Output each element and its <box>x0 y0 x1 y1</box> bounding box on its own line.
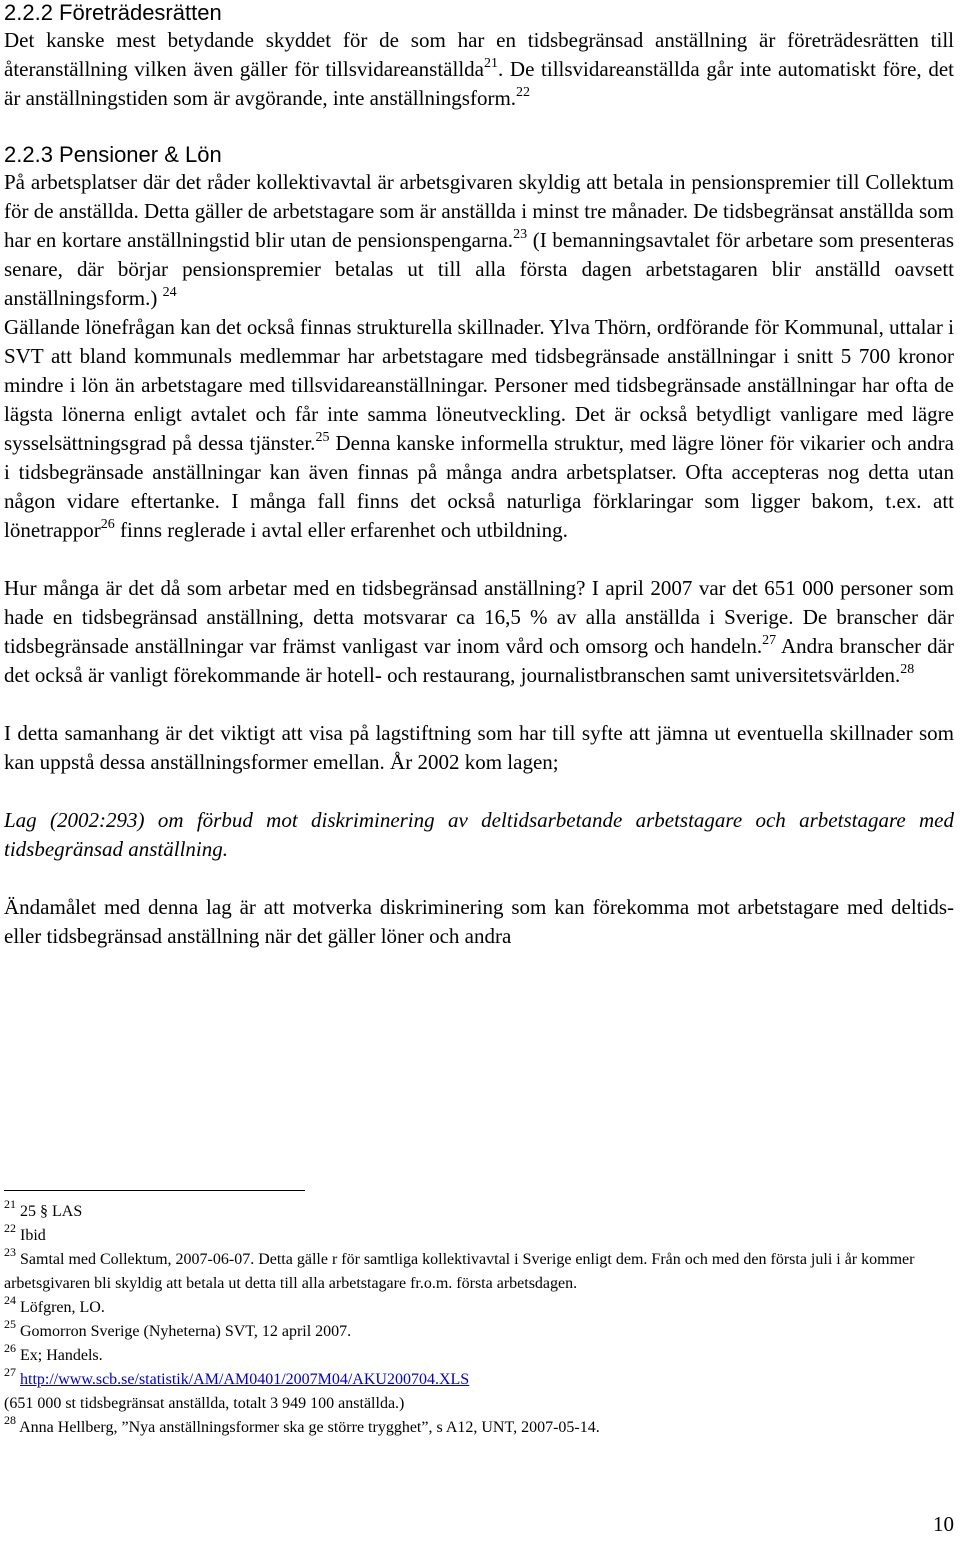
footnote-26 <box>4 1340 939 1368</box>
footnote-text: Löfgren, LO. <box>16 1299 105 1316</box>
footnote-number: 26 <box>4 1340 16 1355</box>
footnote-ref-26: 26 <box>100 517 115 532</box>
footnote-text: Gomorron Sverige (Nyheterna) SVT, 12 april 2007. <box>16 1323 352 1340</box>
paragraph-text: Denna kanske informella struktur, med lägre löner för vikarier och andra i tidsbegränsade anställningar kan även finnas på många andra arbetsplatser. Ofta accepteras nog detta utan någon vidare eftertanke. I många fall finns det också naturliga förklaringar som ligger bakom, t.ex. att lönetrappor <box>4 431 954 542</box>
footnote-ref-22: 22 <box>516 85 531 100</box>
page-number: 10 <box>933 1512 954 1536</box>
paragraph-statistics <box>4 574 954 690</box>
footnote-text: 25 § LAS <box>16 1203 83 1220</box>
footnote-link-scb[interactable]: http://www.scb.se/statistik/AM/AM0401/2007M04/AKU200704.XLS <box>20 1371 470 1388</box>
section-heading-pensioner-lon: 2.2.3 Pensioner & Lön <box>4 142 222 167</box>
paragraph-text: Hur många är det då som arbetar med en tidsbegränsad anställning? I april 2007 var det 651 000 personer som hade en tidsbegränsad anställning, detta motsvarar ca 16,5 % av alla anställda i Sverige. De branscher där tidsbegränsade anställningar var främst vanligast var inom vård och omsorg och handeln. <box>4 576 954 658</box>
paragraph-law-intro: I detta samanhang är det viktigt att visa på lagstiftning som har till syfte att jämna ut eventuella skillnader som kan uppstå dessa anställningsformer emellan. År 2002 kom lagen; <box>4 721 954 774</box>
footnote-number: 28 <box>4 1412 16 1427</box>
footnote-text: Ex; Handels. <box>16 1347 103 1364</box>
paragraph-text: Det kanske mest betydande skyddet för de som har en tidsbegränsad anställning är företrädesrätten till återanställning vilken även gäller för tillsvidareanställda <box>4 28 954 81</box>
footnote-ref-25: 25 <box>315 430 330 445</box>
footnotes <box>4 1196 939 1440</box>
paragraph-foretradesratten <box>4 26 954 113</box>
footnote-ref-21: 21 <box>483 56 498 71</box>
footnote-23 <box>4 1244 939 1296</box>
footnote-number: 25 <box>4 1316 16 1331</box>
paragraph-lon <box>4 313 954 545</box>
section-heading-foretradesratten: 2.2.2 Företrädesrätten <box>4 0 222 25</box>
footnote-number: 21 <box>4 1196 16 1211</box>
footnote-text: Samtal med Collektum, 2007-06-07. Detta gälle r för samtliga kollektivavtal i Sverige enligt dem. Från och med den första juli i år kommer arbetsgivaren bli skyldig att betala ut detta till alla arbetstagare fr.o.m. första arbetsdagen. <box>4 1251 915 1292</box>
footnote-text: Ibid <box>16 1227 46 1244</box>
footnote-number: 27 <box>4 1364 16 1379</box>
law-title: Lag (2002:293) om förbud mot diskriminering av deltidsarbetande arbetstagare och arbetstagare med tidsbegränsad anställning. <box>4 808 954 861</box>
paragraph-text: finns reglerade i avtal eller erfarenhet och utbildning. <box>114 518 568 542</box>
footnote-ref-24: 24 <box>162 285 177 300</box>
footnote-divider <box>4 1190 305 1191</box>
footnote-number: 22 <box>4 1220 16 1235</box>
footnote-25 <box>4 1316 939 1344</box>
footnote-ref-27: 27 <box>762 633 777 648</box>
paragraph-pensioner <box>4 168 954 313</box>
paragraph-text: Gällande lönefrågan kan det också finnas strukturella skillnader. Ylva Thörn, ordförande för Kommunal, uttalar i SVT att bland kommunals medlemmar har arbetstagare med tidsbegränsade anställningar i snitt 5 700 kronor mindre i lön än arbetstagare med tillsvidareanställningar. Personer med tidsbegränsade anställningar har ofta de lägsta lönerna enligt avtalet och får inte samma löneutveckling. Det är också betydligt vanligare med lägre sysselsättningsgrad på dessa tjänster. <box>4 315 954 455</box>
footnote-ref-23: 23 <box>513 227 528 242</box>
footnote-text: (651 000 st tidsbegränsat anställda, totalt 3 949 100 anställda.) <box>4 1395 405 1412</box>
paragraph-text: (I bemanningsavtalet för arbetare som presenteras senare, där börjar pensionspremier betalas ut till alla första dagen arbetstagaren blir anställd oavsett anställningsform.) <box>4 228 955 310</box>
paragraph-text: På arbetsplatser där det råder kollektivavtal är arbetsgivaren skyldig att betala in pensionspremier till Collektum för de anställda. Detta gäller de arbetstagare som är anställda i minst tre månader. De tidsbegränsat anställda som har en kortare anställningstid blir utan de pensionspengarna. <box>4 170 954 252</box>
paragraph-text: Andra branscher där det också är vanligt förekommande är hotell- och restaurang, journalistbranschen samt universitetsvärlden. <box>4 634 954 687</box>
paragraph-text: . De tillsvidareanställda går inte automatiskt före, det är anställningstiden som är avgörande, inte anställningsform. <box>4 57 954 110</box>
footnote-text: Anna Hellberg, ”Nya anställningsformer ska ge större trygghet”, s A12, UNT, 2007-05-14. <box>16 1419 600 1436</box>
footnote-number: 23 <box>4 1244 16 1259</box>
footnote-27 <box>4 1364 939 1416</box>
footnote-22 <box>4 1220 939 1248</box>
footnote-ref-28: 28 <box>900 662 915 677</box>
footnote-28 <box>4 1412 939 1440</box>
footnote-number: 24 <box>4 1292 16 1307</box>
paragraph-purpose: Ändamålet med denna lag är att motverka diskriminering som kan förekomma mot arbetstagare med deltids- eller tidsbegränsad anställning när det gäller löner och andra <box>4 895 954 948</box>
footnote-24 <box>4 1292 939 1320</box>
footnote-21 <box>4 1196 939 1224</box>
document-page <box>4 0 954 951</box>
